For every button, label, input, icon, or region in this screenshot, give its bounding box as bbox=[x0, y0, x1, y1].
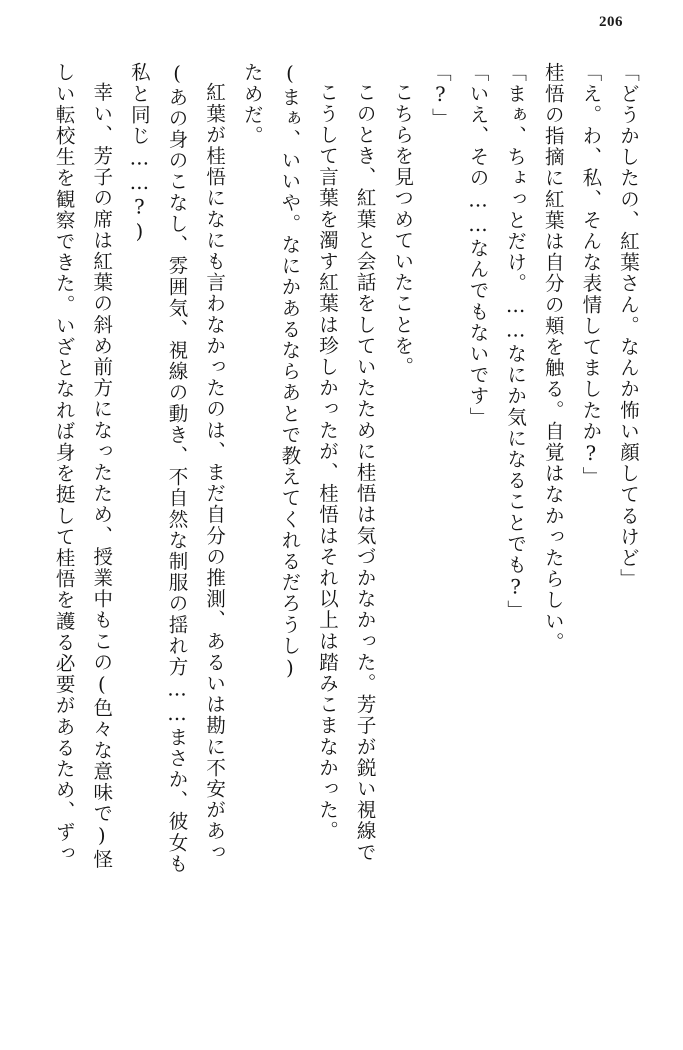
paragraph: 「どうかしたの、紅葉さん。なんか怖い顔してるけど」 bbox=[617, 62, 640, 590]
paragraph: 「まぁ、ちょっとだけ。……なにか気になることでも?」 bbox=[504, 62, 528, 622]
paragraph: 「いえ、その……なんでもないです」 bbox=[466, 62, 490, 428]
paragraph: 私と同じ……?) bbox=[127, 62, 151, 245]
paragraph: 紅葉が桂悟になにも言わなかったのは、まだ自分の推測、あるいは勘に不安があっ bbox=[203, 81, 227, 863]
paragraph: こちらを見つめていたことを。 bbox=[391, 81, 415, 377]
paragraph: ためだ。 bbox=[240, 62, 264, 147]
page-body-text bbox=[32, 62, 647, 1032]
paragraph: (まぁ、いいや。なにかあるならあとで教えてくれるだろうし) bbox=[278, 62, 302, 681]
page-number: 206 bbox=[599, 14, 623, 30]
paragraph: 桂悟の指摘に紅葉は自分の頬を触る。自覚はなかったらしい。 bbox=[541, 62, 565, 653]
paragraph: 幸い、芳子の席は紅葉の斜め前方になったため、授業中もこの(色々な意味で)怪 bbox=[90, 81, 114, 870]
paragraph: (あの身のこなし、雰囲気、視線の動き、不自然な制服の揺れ方……まさか、彼女も bbox=[165, 62, 189, 875]
paragraph: 「え。わ、私、そんな表情してましたか?」 bbox=[579, 62, 603, 488]
paragraph: このとき、紅葉と会話をしていたために桂悟は気づかなかった。芳子が鋭い視線で bbox=[353, 81, 377, 863]
paragraph: こうして言葉を濁す紅葉は珍しかったが、桂悟はそれ以上は踏みこまなかった。 bbox=[316, 81, 339, 842]
paragraph: しい転校生を観察できた。いざとなれば身を挺して桂悟を護る必要があるため、ずっ bbox=[52, 62, 76, 864]
paragraph: 「?」 bbox=[428, 62, 452, 129]
